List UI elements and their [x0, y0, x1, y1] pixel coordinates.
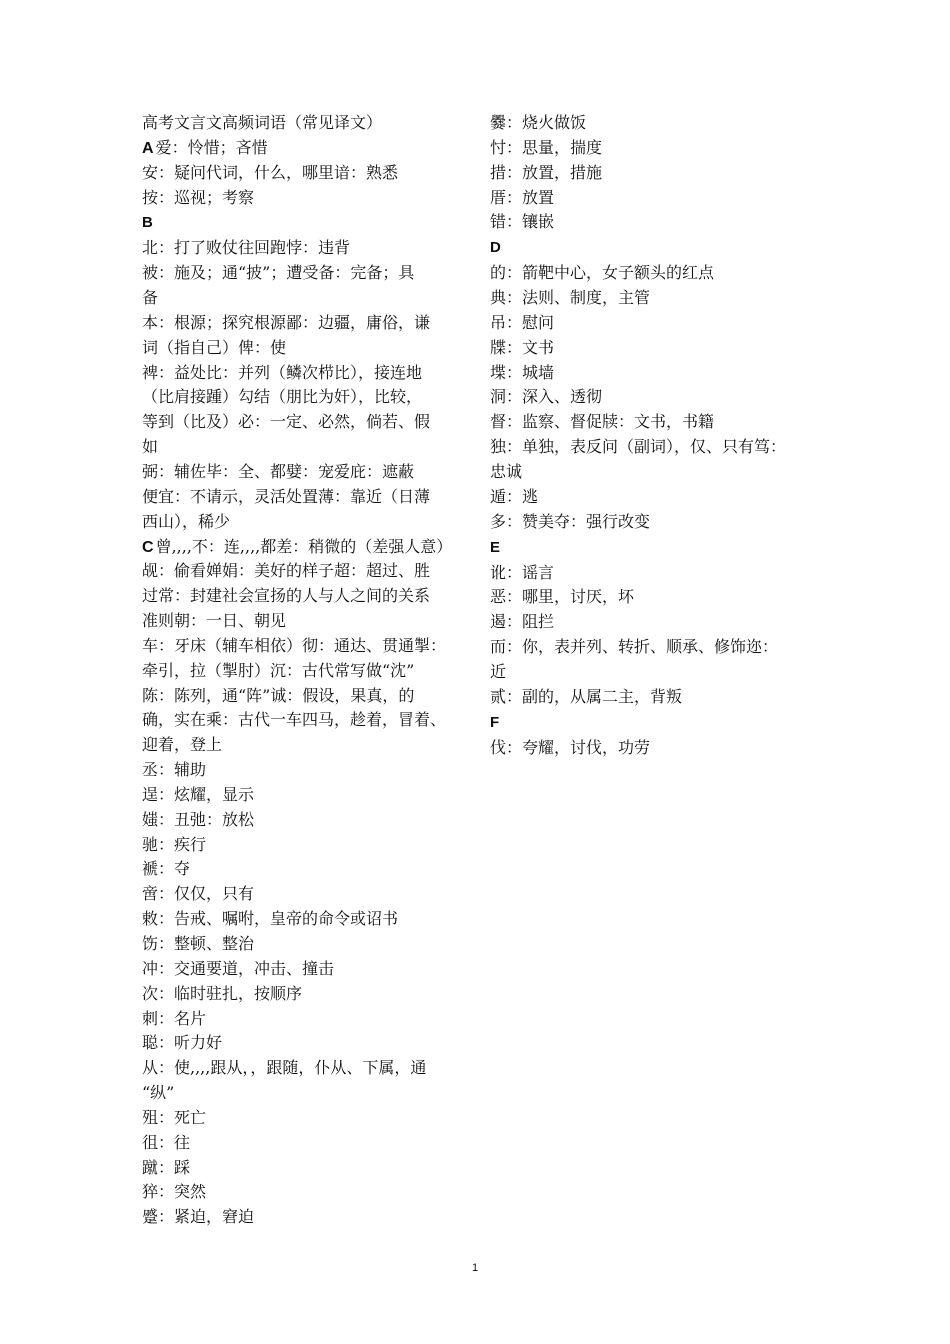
glossary-line: （比肩接踵）勾结（朋比为奸），比较， [142, 387, 423, 407]
glossary-line: 近 [490, 661, 507, 681]
glossary-line: 安：疑问代词，什么，哪里谙：熟悉 [142, 162, 399, 182]
glossary-line: 蹴：踩 [142, 1157, 191, 1177]
glossary-line: 独：单独，表反问（副词），仅、只有笃： [490, 437, 787, 457]
glossary-line: 迎着，登上 [142, 735, 223, 755]
document-title: 高考文言文高频词语（常见译文） [142, 113, 383, 132]
glossary-line: 殂：死亡 [142, 1107, 207, 1127]
glossary-line: 牵引，拉（掣肘）沉：古代常写做“沈” [142, 660, 415, 680]
glossary-line: 次：临时驻扎，按顺序 [142, 983, 303, 1003]
glossary-line: 徂：往 [142, 1132, 191, 1152]
glossary-line: 车：牙床（辅车相依）彻：通达、贯通掣： [142, 635, 447, 655]
section-letter-heading: D [490, 239, 501, 257]
glossary-line: 丞：辅助 [142, 760, 207, 780]
glossary-line [142, 136, 464, 161]
glossary-line: 典：法则、制度，主管 [490, 288, 651, 308]
glossary-line: 按：巡视；考察 [142, 187, 255, 207]
glossary-line: 裨：益处比：并列（鳞次栉比），接连地 [142, 362, 423, 382]
glossary-line: 啻：仅仅，只有 [142, 884, 255, 904]
glossary-line: 洞：深入、透彻 [490, 387, 603, 407]
right-column [490, 111, 820, 760]
glossary-line: 如 [142, 437, 159, 457]
glossary-line: 饬：整顿、整治 [142, 934, 255, 953]
glossary-line: 等到（比及）必：一定、必然，倘若、假 [142, 412, 431, 432]
glossary-line: 贰：副的，从属二主，背叛 [490, 686, 683, 706]
glossary-line: 确，实在乘：古代一车四马，趁着，冒着、 [142, 710, 447, 730]
glossary-line: 忖：思量，揣度 [490, 137, 603, 157]
glossary-line: 聪：听力好 [142, 1033, 223, 1053]
glossary-line: 恶：哪里，讨厌，坏 [490, 587, 635, 607]
glossary-line: 冲：交通要道，冲击、撞击 [142, 958, 335, 978]
glossary-line: 觇：偷看婵娟：美好的样子超：超过、胜 [142, 561, 431, 581]
glossary-line: 北：打了败仗往回跑悖：违背 [142, 238, 351, 258]
glossary-line: 弼：辅佐毕：全、都嬖：宠爱庇：遮蔽 [142, 461, 415, 481]
glossary-line: 堞：城墙 [490, 362, 555, 382]
glossary-line: 措：放置，措施 [490, 162, 603, 182]
glossary-line: 备 [142, 288, 159, 308]
glossary-line: 逞：炫耀，显示 [142, 784, 255, 804]
glossary-line: 敕：告戒、嘱咐，皇帝的命令或诏书 [142, 909, 399, 929]
glossary-line: 被：施及；通“披”；遭受备：完备；具 [142, 263, 415, 283]
glossary-line: 的：箭靶中心，女子额头的红点 [490, 263, 715, 283]
glossary-line: 驰：疾行 [142, 834, 207, 854]
left-column [142, 111, 464, 1230]
glossary-line: 蹙：紧迫，窘迫 [142, 1207, 255, 1227]
glossary-line [142, 535, 464, 560]
glossary-line: 过常：封建社会宣扬的人与人之间的关系 [142, 586, 431, 606]
glossary-line: 牒：文书 [490, 337, 555, 357]
glossary-line: “纵” [142, 1083, 175, 1103]
glossary-line: 吊：慰问 [490, 312, 555, 332]
glossary-line: 便宜：不请示，灵活处置薄：靠近（日薄 [142, 486, 431, 506]
glossary-line: 错：镶嵌 [490, 212, 555, 232]
glossary-line: 厝：放置 [490, 187, 555, 207]
glossary-line: 媸：丑弛：放松 [142, 809, 255, 829]
glossary-text: 爱：怜惜；吝惜 [155, 137, 268, 157]
glossary-line: 忠诚 [490, 461, 523, 481]
glossary-line: 而：你，表并列、转折、顺承、修饰迩： [490, 637, 779, 657]
glossary-line: 褫：夺 [142, 859, 191, 879]
glossary-line: 刺：名片 [142, 1008, 207, 1028]
glossary-line: 遏：阻拦 [490, 612, 555, 632]
glossary-line: 伐：夸耀，讨伐，功劳 [490, 737, 651, 757]
section-letter: A [142, 139, 154, 157]
section-letter-heading: F [490, 713, 500, 731]
glossary-line: 准则朝：一日、朝见 [142, 611, 287, 631]
glossary-line: 爨：烧火做饭 [490, 113, 587, 132]
page-number: 1 [471, 1262, 479, 1274]
glossary-line: 猝：突然 [142, 1182, 207, 1202]
glossary-line: 督：监察、督促牍：文书，书籍 [490, 412, 715, 432]
section-letter-heading: E [490, 538, 501, 556]
glossary-line: 从：使,,,,跟从，，跟随，仆从、下属，通 [142, 1058, 427, 1078]
section-letter-heading: B [142, 214, 153, 232]
section-letter: C [142, 538, 154, 556]
glossary-text: 曾,,,,不：连,,,,都差：稍微的（差强人意） [155, 536, 453, 556]
glossary-line: 讹：谣言 [490, 562, 555, 582]
glossary-line: 本：根源；探究根源鄙：边疆，庸俗，谦 [142, 312, 431, 332]
glossary-line: 陈：陈列，通“阵”诚：假设，果真，的 [142, 685, 415, 705]
glossary-line: 西山），稀少 [142, 511, 231, 531]
glossary-line: 多：赞美夺：强行改变 [490, 511, 651, 531]
glossary-line: 遁：逃 [490, 486, 539, 506]
glossary-line: 词（指自己）俾：使 [142, 337, 287, 357]
